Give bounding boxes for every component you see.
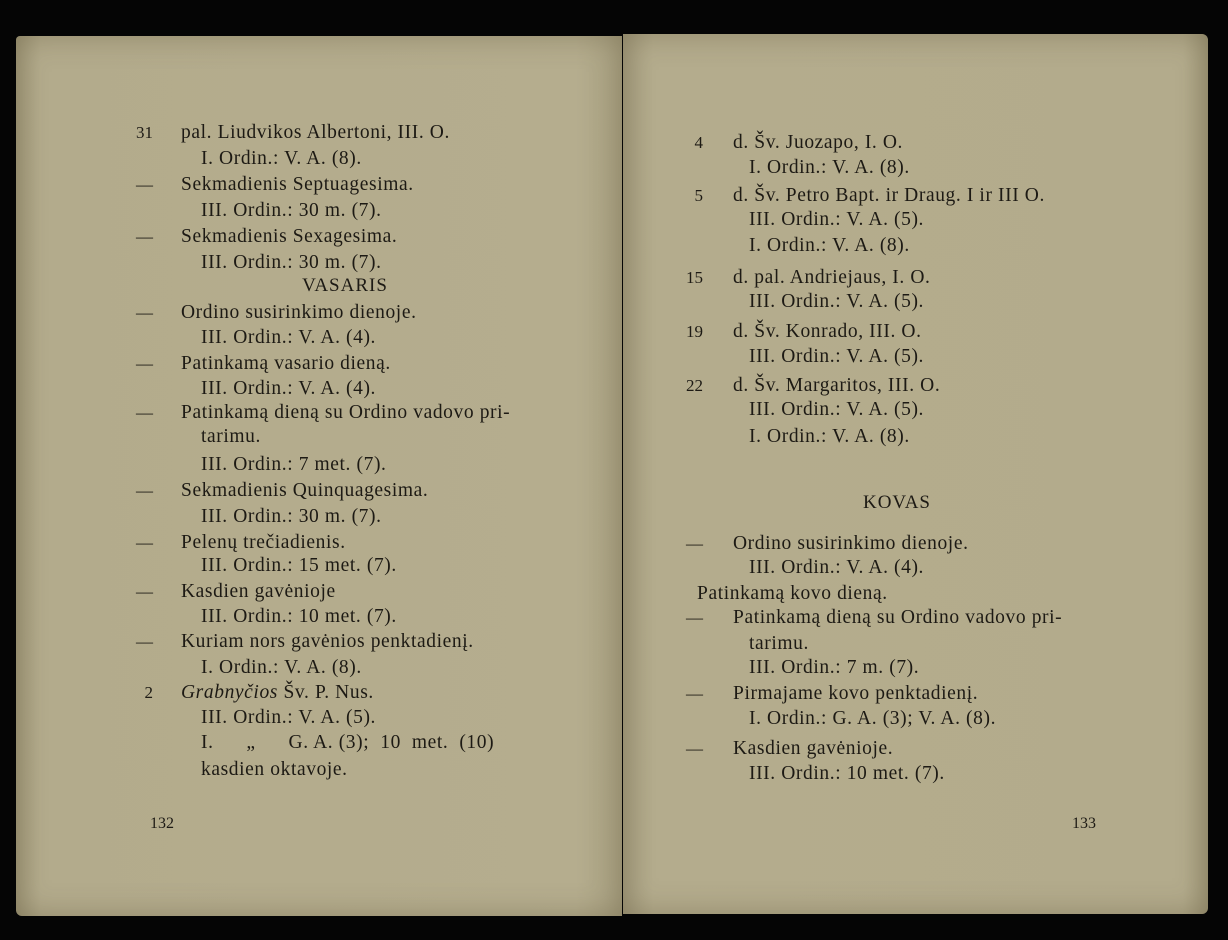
page-number-right: 133 — [1072, 815, 1096, 832]
entry-line: III. Ordin.: 30 m. (7). — [201, 252, 382, 273]
dash-marker: — — [136, 632, 153, 651]
entry-line: I. Ordin.: V. A. (8). — [201, 148, 362, 169]
entry-line: Pelenų trečiadienis. — [181, 532, 346, 553]
entry-line: Sekmadienis Septuagesima. — [181, 174, 414, 195]
entry-line: III. Ordin.: 10 met. (7). — [749, 763, 945, 784]
month-heading: VASARIS — [302, 275, 388, 296]
entry-line: tarimu. — [201, 426, 261, 447]
dash-marker: — — [686, 534, 703, 553]
entry-line: Ordino susirinkimo dienoje. — [181, 302, 417, 323]
entry-line: III. Ordin.: V. A. (4). — [749, 557, 925, 578]
entry-line: III. Ordin.: 15 met. (7). — [201, 555, 397, 576]
dash-marker: — — [686, 608, 703, 627]
entry-line: Patinkamą kovo dieną. — [697, 583, 888, 604]
entry-line: d. Šv. Konrado, III. O. — [733, 321, 922, 342]
entry-line: Patinkamą dieną su Ordino vadovo pri- — [181, 402, 511, 423]
entry-line: III. Ordin.: V. A. (4). — [201, 378, 377, 399]
entry-line: I. Ordin.: V. A. (8). — [749, 235, 910, 256]
entry-line: I. Ordin.: G. A. (3); V. A. (8). — [749, 708, 997, 729]
entry-text: Šv. P. Nus. — [278, 682, 374, 703]
entry-line: I. Ordin.: V. A. (8). — [201, 657, 362, 678]
dash-marker: — — [136, 582, 153, 601]
entry-line: III. Ordin.: 30 m. (7). — [201, 200, 382, 221]
day-number: 5 — [694, 186, 703, 205]
entry-line: III. Ordin.: V. A. (5). — [201, 707, 377, 728]
dash-marker: — — [136, 403, 153, 422]
entry-line: d. Šv. Margaritos, III. O. — [733, 375, 941, 396]
day-number: 31 — [136, 123, 153, 142]
entry-line: Patinkamą vasario dieną. — [181, 353, 391, 374]
entry-line: kasdien oktavoje. — [201, 759, 348, 780]
page-number-left: 132 — [150, 815, 174, 832]
dash-marker: — — [136, 303, 153, 322]
entry-line: Patinkamą dieną su Ordino vadovo pri- — [733, 607, 1063, 628]
month-heading: KOVAS — [862, 492, 931, 513]
entry-line: I. „ G. A. (3); 10 met. (10) — [201, 732, 495, 753]
dash-marker: — — [686, 739, 703, 758]
entry-line: pal. Liudvikos Albertoni, III. O. — [181, 122, 450, 143]
entry-line: III. Ordin.: 7 met. (7). — [201, 454, 387, 475]
entry-line: I. Ordin.: V. A. (8). — [749, 426, 910, 447]
entry-line: Sekmadienis Quinquagesima. — [181, 480, 429, 501]
entry-line: III. Ordin.: V. A. (5). — [749, 346, 925, 367]
dash-marker: — — [136, 481, 153, 500]
day-number: 22 — [686, 376, 703, 395]
day-number: 15 — [686, 268, 703, 287]
entry-line — [181, 681, 374, 705]
dash-marker: — — [136, 175, 153, 194]
entry-line: Pirmajame kovo penktadienį. — [733, 683, 979, 704]
entry-line: III. Ordin.: V. A. (5). — [749, 399, 925, 420]
dash-marker: — — [136, 533, 153, 552]
entry-line: Kuriam nors gavėnios penktadienį. — [181, 631, 474, 652]
dash-marker: — — [686, 684, 703, 703]
entry-line: Kasdien gavėnioje — [181, 581, 336, 602]
entry-line: III. Ordin.: V. A. (5). — [749, 291, 925, 312]
entry-line: Ordino susirinkimo dienoje. — [733, 533, 969, 554]
entry-line: III. Ordin.: V. A. (5). — [749, 209, 925, 230]
entry-line: tarimu. — [749, 633, 809, 654]
day-number: 19 — [686, 322, 703, 341]
dash-marker: — — [136, 354, 153, 373]
feast-name-italic: Grabnyčios — [181, 682, 278, 703]
day-number: 2 — [144, 683, 153, 702]
entry-line: d. Šv. Juozapo, I. O. — [733, 132, 904, 153]
entry-line: III. Ordin.: 10 met. (7). — [201, 606, 397, 627]
entry-line: I. Ordin.: V. A. (8). — [749, 157, 910, 178]
entry-line: Sekmadienis Sexagesima. — [181, 226, 398, 247]
entry-line: III. Ordin.: 30 m. (7). — [201, 506, 382, 527]
entry-line: Kasdien gavėnioje. — [733, 738, 894, 759]
entry-line: III. Ordin.: 7 m. (7). — [749, 657, 920, 678]
entry-line: III. Ordin.: V. A. (4). — [201, 327, 377, 348]
dash-marker: — — [136, 227, 153, 246]
entry-line: d. Šv. Petro Bapt. ir Draug. I ir III O. — [733, 185, 1045, 206]
entry-line: d. pal. Andriejaus, I. O. — [733, 267, 931, 288]
day-number: 4 — [694, 133, 703, 152]
